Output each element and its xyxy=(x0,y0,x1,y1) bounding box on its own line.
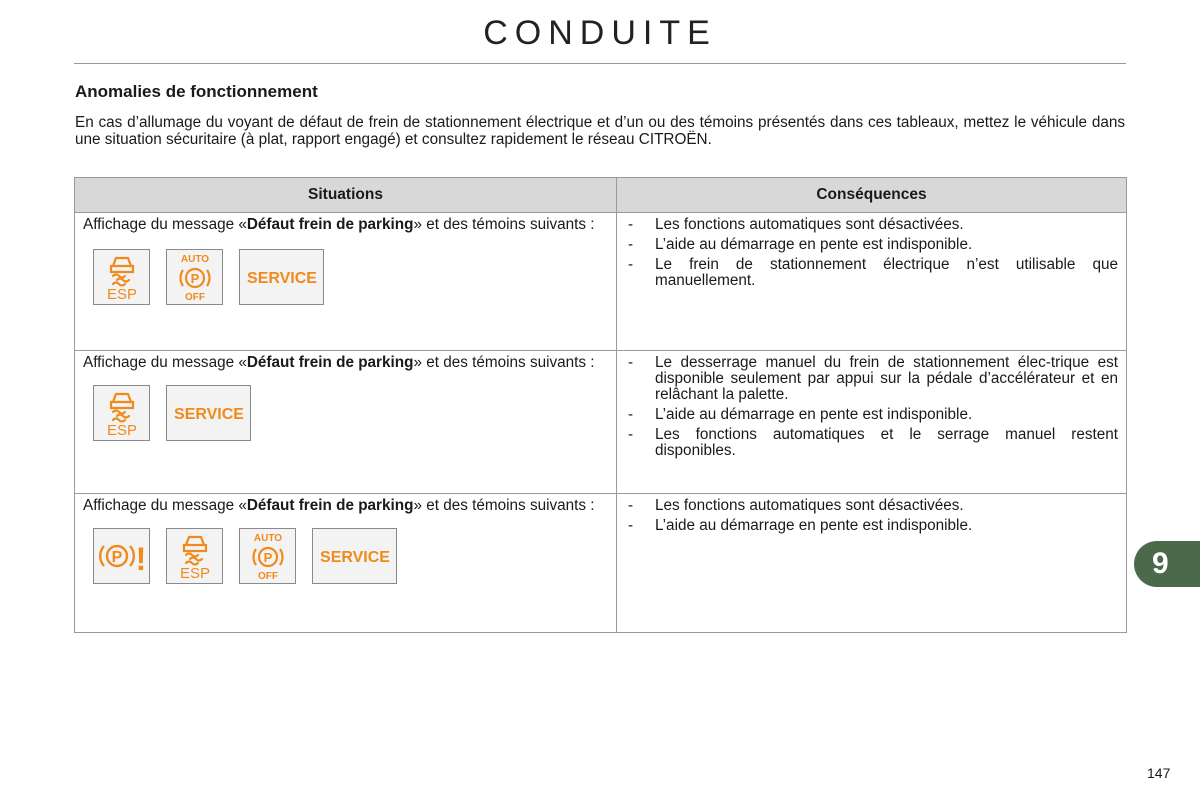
chapter-tab[interactable]: 9 xyxy=(1134,541,1200,587)
title-divider xyxy=(74,63,1126,64)
parking-brake-fault-icon xyxy=(93,528,150,584)
svg-text:SERVICE: SERVICE xyxy=(319,549,390,566)
consequence-item: - Les fonctions automatiques sont désactivées. xyxy=(628,497,964,514)
consequence-item: - L’aide au démarrage en pente est indisponible. xyxy=(628,406,973,423)
consequences-cell xyxy=(617,494,1127,633)
consequence-item: - Le desserrage manuel du frein de stationnement élec-trique est disponible seulement par appui sur la pédale d’accélérateur et en relâchant la palette. xyxy=(628,354,1118,403)
consequence-item: - L’aide au démarrage en pente est indisponible. xyxy=(628,236,973,253)
svg-text:!: ! xyxy=(135,541,146,576)
message-name: Défaut frein de parking xyxy=(246,497,414,514)
esp-warning-icon xyxy=(93,385,150,441)
svg-text:ESP: ESP xyxy=(106,422,137,438)
table-row xyxy=(75,351,1127,494)
auto-park-off-icon xyxy=(239,528,296,584)
service-warning-icon xyxy=(239,249,324,305)
warning-lights-group xyxy=(93,249,608,305)
svg-text:ESP: ESP xyxy=(179,565,210,581)
message-name: Défaut frein de parking xyxy=(246,354,414,371)
esp-warning-icon xyxy=(93,249,150,305)
situation-text: Affichage du message «Défaut frein de parking» et des témoins suivants : xyxy=(83,354,595,371)
svg-text:P: P xyxy=(111,549,122,566)
svg-text:P: P xyxy=(263,550,272,565)
situation-cell xyxy=(75,351,617,494)
page-title: CONDUITE xyxy=(483,14,717,52)
section-heading: Anomalies de fonctionnement xyxy=(75,82,318,101)
consequences-cell xyxy=(617,213,1127,351)
service-warning-icon xyxy=(312,528,397,584)
esp-warning-icon xyxy=(166,528,223,584)
column-header-situations: Situations xyxy=(75,178,617,213)
table-row xyxy=(75,494,1127,633)
situation-cell xyxy=(75,494,617,633)
intro-paragraph: En cas d’allumage du voyant de défaut de frein de stationnement électrique et d’un ou des témoins présentés dans ces tableaux, mettez le véhicule dans une situation sécuritaire (à plat, rapport engagé) et consultez rapidement le réseau CITROËN. xyxy=(75,114,1125,148)
consequences-cell xyxy=(617,351,1127,494)
svg-text:P: P xyxy=(190,271,199,286)
svg-text:SERVICE: SERVICE xyxy=(246,270,317,287)
warning-lights-group xyxy=(93,528,608,584)
service-warning-icon xyxy=(166,385,251,441)
svg-text:OFF: OFF xyxy=(257,571,278,581)
consequence-item: - Les fonctions automatiques sont désactivées. xyxy=(628,216,964,233)
svg-text:SERVICE: SERVICE xyxy=(173,406,244,423)
consequence-item: - L’aide au démarrage en pente est indisponible. xyxy=(628,517,973,534)
situation-text: Affichage du message «Défaut frein de parking» et des témoins suivants : xyxy=(83,216,595,233)
message-name: Défaut frein de parking xyxy=(246,216,414,233)
page-number: 147 xyxy=(1147,765,1171,781)
consequence-item: - Le frein de stationnement électrique n’est utilisable que manuellement. xyxy=(628,256,1118,289)
situation-cell xyxy=(75,213,617,351)
svg-text:ESP: ESP xyxy=(106,286,137,302)
situation-text: Affichage du message «Défaut frein de parking» et des témoins suivants : xyxy=(83,497,595,514)
auto-park-off-icon xyxy=(166,249,223,305)
warning-lights-group xyxy=(93,385,608,441)
anomalies-table xyxy=(74,177,1127,633)
table-row xyxy=(75,213,1127,351)
svg-text:OFF: OFF xyxy=(184,292,205,302)
svg-text:AUTO: AUTO xyxy=(180,254,209,265)
consequence-item: - Les fonctions automatiques et le serrage manuel restent disponibles. xyxy=(628,426,1118,459)
svg-text:AUTO: AUTO xyxy=(253,533,282,544)
column-header-consequences: Conséquences xyxy=(617,178,1127,213)
